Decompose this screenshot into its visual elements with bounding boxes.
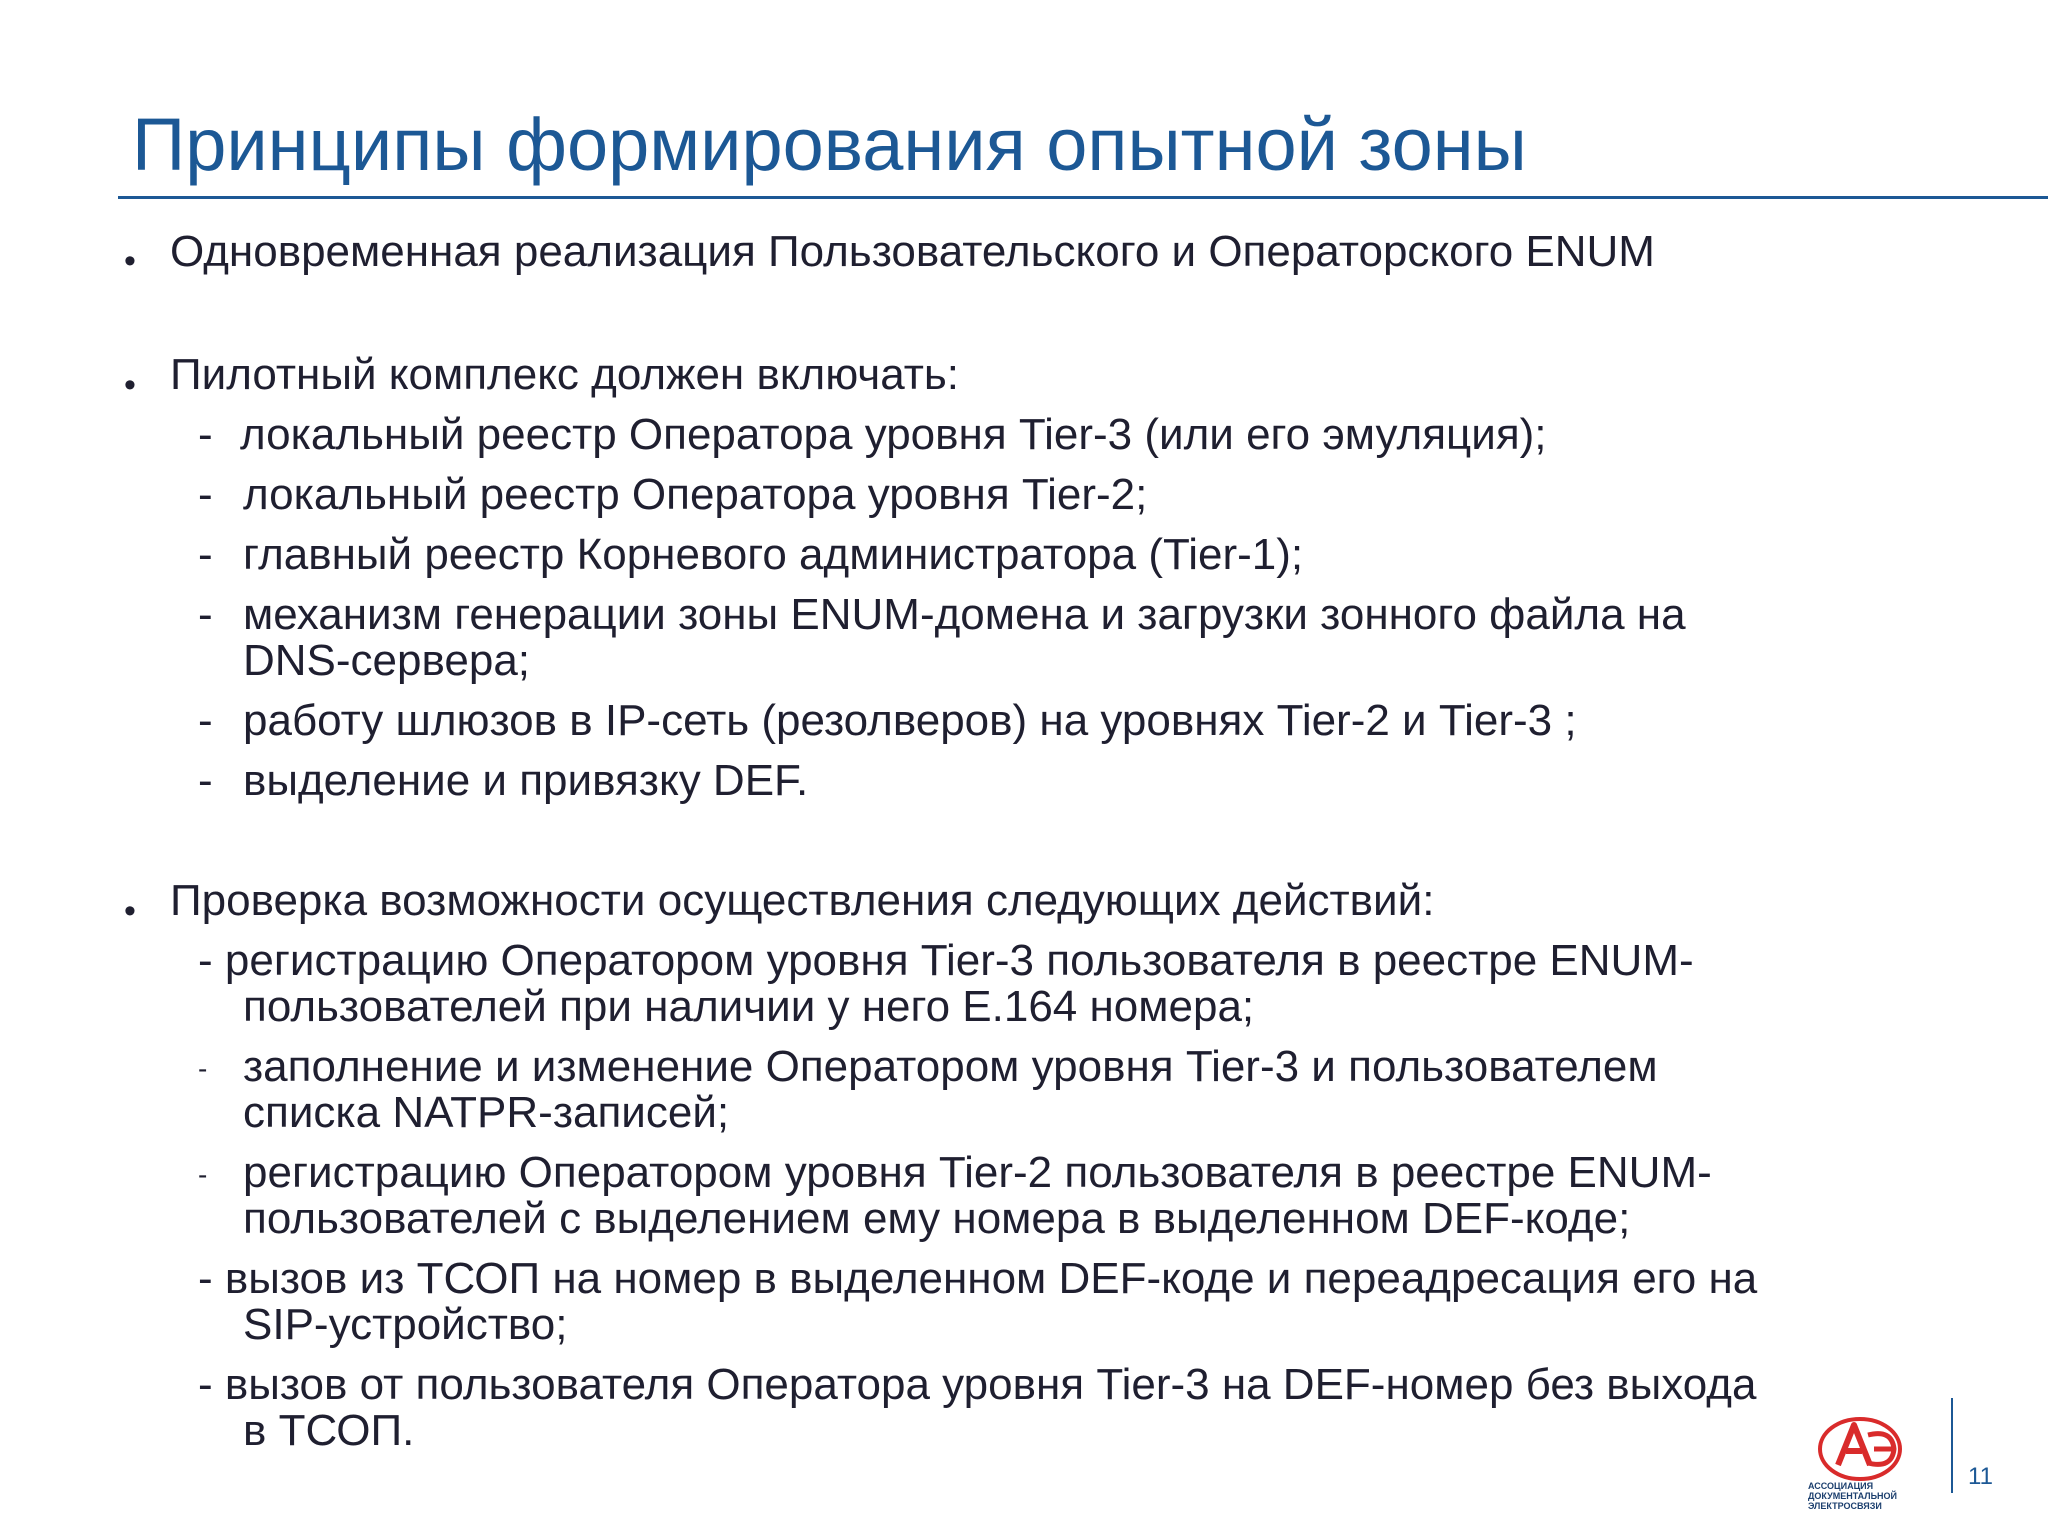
logo-caption-line: ЭЛЕКТРОСВЯЗИ [1808, 1501, 1882, 1511]
list-item-continuation: SIP-устройство; [243, 1300, 568, 1349]
logo-letters: АДЭ [1858, 1457, 1862, 1458]
list-item-continuation: пользователей с выделением ему номера в выделенном DEF-коде; [243, 1194, 1631, 1243]
logo-caption [1808, 1481, 1924, 1511]
list-item: главный реестр Корневого администратора (Tier-1); [243, 530, 1304, 579]
list-item: регистрацию Оператором уровня Tier-2 пользователя в реестре ENUM- [243, 1148, 1712, 1197]
section-3-heading: Проверка возможности осуществления следующих действий: [170, 876, 1435, 925]
list-item: локальный реестр Оператора уровня Tier-2; [243, 470, 1148, 519]
dash-marker: - [198, 756, 213, 805]
dash-marker: - [198, 410, 213, 459]
dash-marker: - [198, 470, 213, 519]
footer-divider [1951, 1398, 1953, 1493]
list-item-continuation: пользователей при наличии у него Е.164 номера; [243, 982, 1255, 1031]
dash-marker: - [198, 1053, 208, 1084]
list-item-continuation: DNS-сервера; [243, 636, 531, 685]
slide-title: Принципы формирования опытной зоны [132, 103, 1527, 186]
logo-caption-line: АССОЦИАЦИЯ [1808, 1481, 1874, 1491]
section-2-heading: Пилотный комплекс должен включать: [170, 350, 959, 399]
list-item: механизм генерации зоны ENUM-домена и загрузки зонного файла на [243, 590, 1686, 639]
list-item: - вызов из ТСОП на номер в выделенном DEF-коде и переадресация его на [198, 1254, 1758, 1303]
list-item-continuation: в ТСОП. [243, 1406, 415, 1455]
list-item: заполнение и изменение Оператором уровня Tier-3 и пользователем [243, 1042, 1658, 1091]
list-item: работу шлюзов в IP-сеть (резолверов) на уровнях Tier-2 и Tier-3 ; [243, 696, 1577, 745]
dash-marker: - [198, 1159, 208, 1190]
list-item: - регистрацию Оператором уровня Tier-3 пользователя в реестре ENUM- [198, 936, 1694, 985]
dash-marker: - [198, 530, 213, 579]
section-1-heading: Одновременная реализация Пользовательского и Операторского ENUM [170, 227, 1655, 276]
page-number: 11 [1968, 1463, 1993, 1490]
list-item: - вызов от пользователя Оператора уровня Tier-3 на DEF-номер без выхода [198, 1360, 1757, 1409]
dash-marker: - [198, 696, 213, 745]
list-item-continuation: списка NATPR-записей; [243, 1088, 730, 1137]
list-item: локальный реестр Оператора уровня Tier-3 (или его эмуляция); [240, 410, 1547, 459]
logo-emblem-icon [1808, 1405, 1928, 1483]
bullet-marker: • [124, 242, 136, 280]
bullet-marker: • [124, 892, 136, 930]
bullet-marker: • [124, 366, 136, 404]
list-item: выделение и привязку DEF. [243, 756, 809, 805]
logo-caption-line: ДОКУМЕНТАЛЬНОЙ [1808, 1491, 1898, 1501]
dash-marker: - [198, 590, 213, 639]
